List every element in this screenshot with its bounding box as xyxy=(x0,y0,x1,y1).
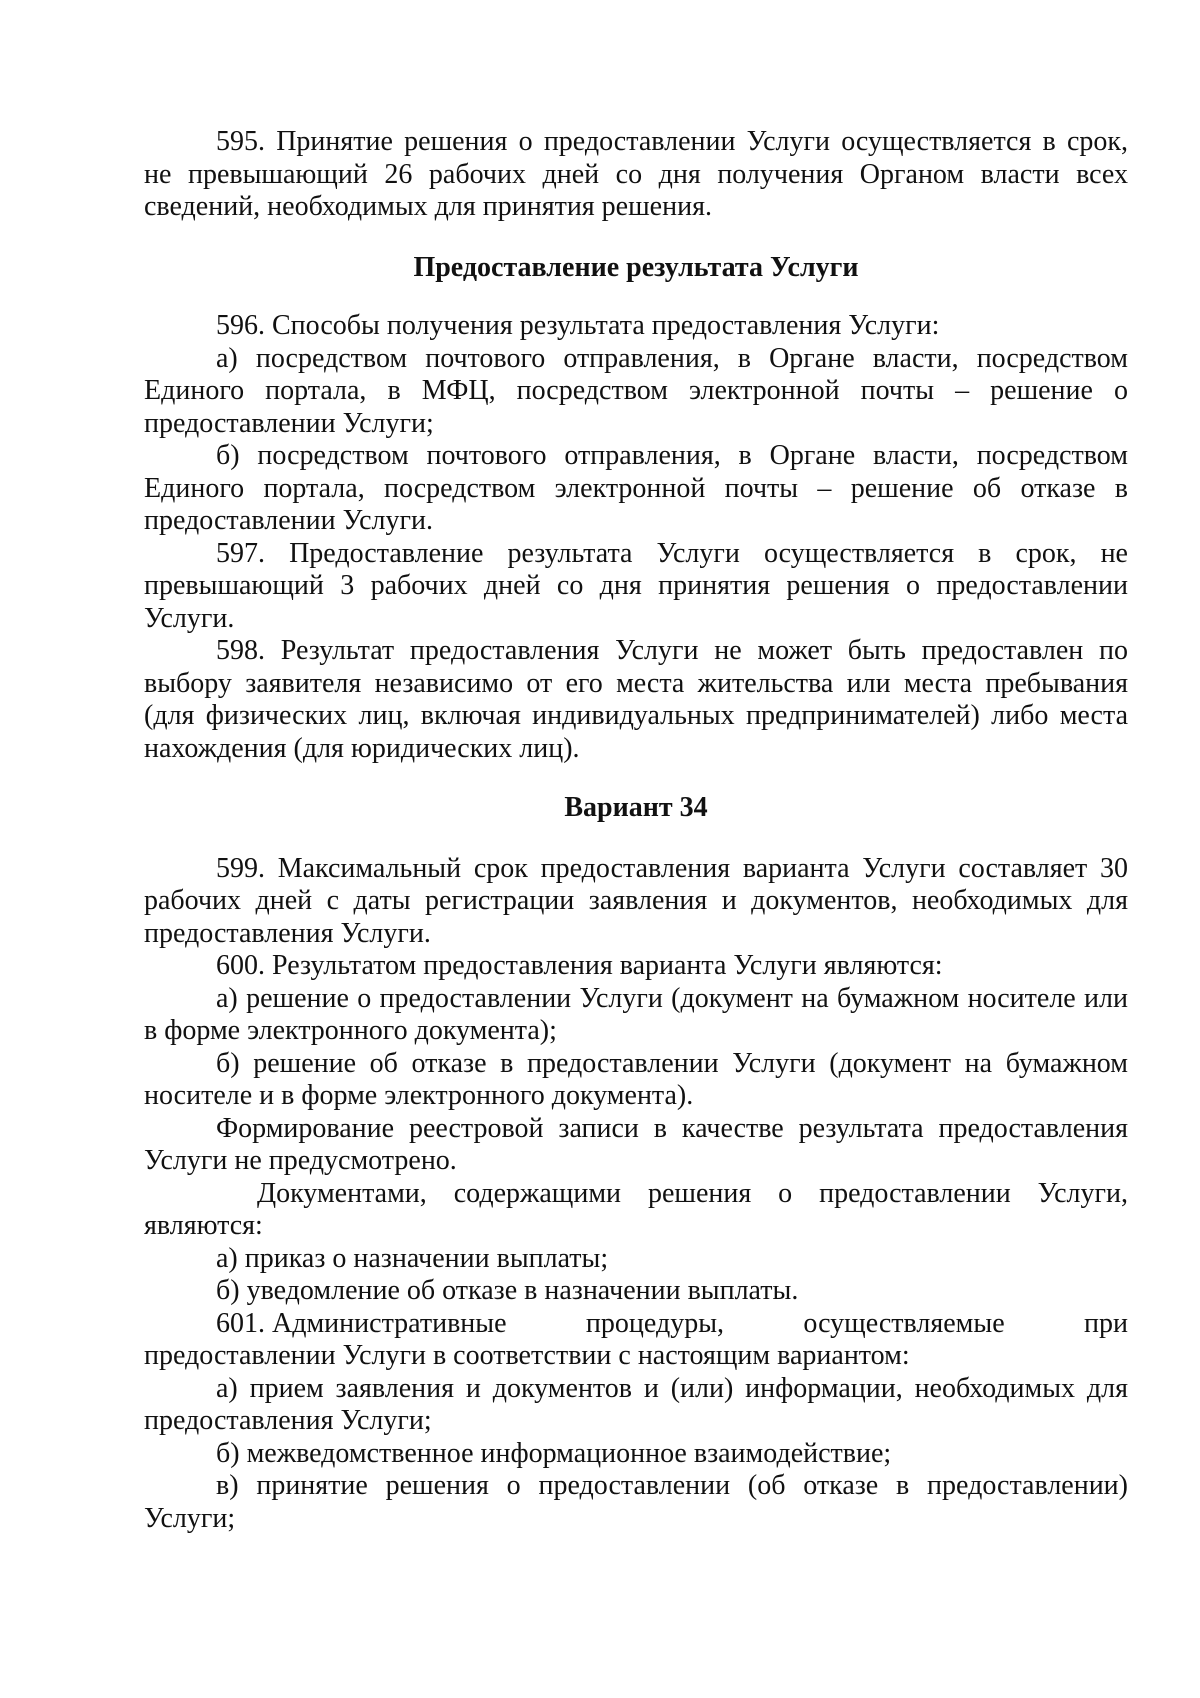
paragraph-601-word-4: при xyxy=(1084,1307,1128,1339)
paragraph-595: 595. Принятие решения о предоставлении Услуги осуществляется в срок, не превышающий 26 рабочих дней со дня получения Органом власти всех сведений, необходимых для принятия решения. xyxy=(144,126,1128,222)
document-page xyxy=(144,126,1128,1535)
heading-variant: Вариант 34 xyxy=(564,792,708,823)
paragraph-601-first-line xyxy=(144,1308,1128,1341)
paragraph-601-a: а) прием заявления и документов и (или) информации, необходимых для предоставления Услуги; xyxy=(144,1372,1128,1436)
heading-result: Предоставление результата Услуги xyxy=(413,251,859,283)
paragraph-596: 596. Способы получения результата предоставления Услуги: xyxy=(216,310,940,341)
paragraph-601-word-1: 601. Административные xyxy=(216,1307,507,1339)
paragraph-601-rest: предоставлении Услуги в соответствии с настоящим вариантом: xyxy=(144,1340,910,1371)
paragraph-598: 598. Результат предоставления Услуги не может быть предоставлен по выбору заявителя независимо от его места жительства или места пребывания (для физических лиц, включая индивидуальных предпринимателей) либо места нахождения (для юридических лиц). xyxy=(144,635,1128,764)
paragraph-597: 597. Предоставление результата Услуги осуществляется в срок, не превышающий 3 рабочих дней со дня принятия решения о предоставлении Услуги. xyxy=(144,537,1128,634)
paragraph-601-word-2: процедуры, xyxy=(585,1307,725,1339)
paragraph-601-word-3: осуществляемые xyxy=(803,1307,1005,1339)
paragraph-documents: Документами, содержащими решения о предоставлении Услуги, являются: xyxy=(144,1177,1128,1241)
paragraph-596-a: а) посредством почтового отправления, в Органе власти, посредством Единого портала, в МФЦ, посредством электронной почты – решение о предоставлении Услуги; xyxy=(144,342,1128,439)
paragraph-documents-a: а) приказ о назначении выплаты; xyxy=(216,1242,609,1274)
paragraph-600: 600. Результатом предоставления варианта Услуги являются: xyxy=(216,950,943,981)
paragraph-600-a: а) решение о предоставлении Услуги (документ на бумажном носителе или в форме электронного документа); xyxy=(144,982,1128,1046)
paragraph-601-b: б) межведомственное информационное взаимодействие; xyxy=(216,1437,892,1469)
paragraph-596-b: б) посредством почтового отправления, в Органе власти, посредством Единого портала, посредством электронной почты – решение об отказе в предоставлении Услуги. xyxy=(144,440,1128,536)
paragraph-registry: Формирование реестровой записи в качестве результата предоставления Услуги не предусмотрено. xyxy=(144,1112,1128,1176)
paragraph-600-b: б) решение об отказе в предоставлении Услуги (документ на бумажном носителе и в форме электронного документа). xyxy=(144,1047,1128,1111)
paragraph-599: 599. Максимальный срок предоставления варианта Услуги составляет 30 рабочих дней с даты регистрации заявления и документов, необходимых для предоставления Услуги. xyxy=(144,852,1128,949)
paragraph-documents-b: б) уведомление об отказе в назначении выплаты. xyxy=(216,1275,799,1306)
paragraph-601-v: в) принятие решения о предоставлении (об отказе в предоставлении) Услуги; xyxy=(144,1470,1128,1534)
